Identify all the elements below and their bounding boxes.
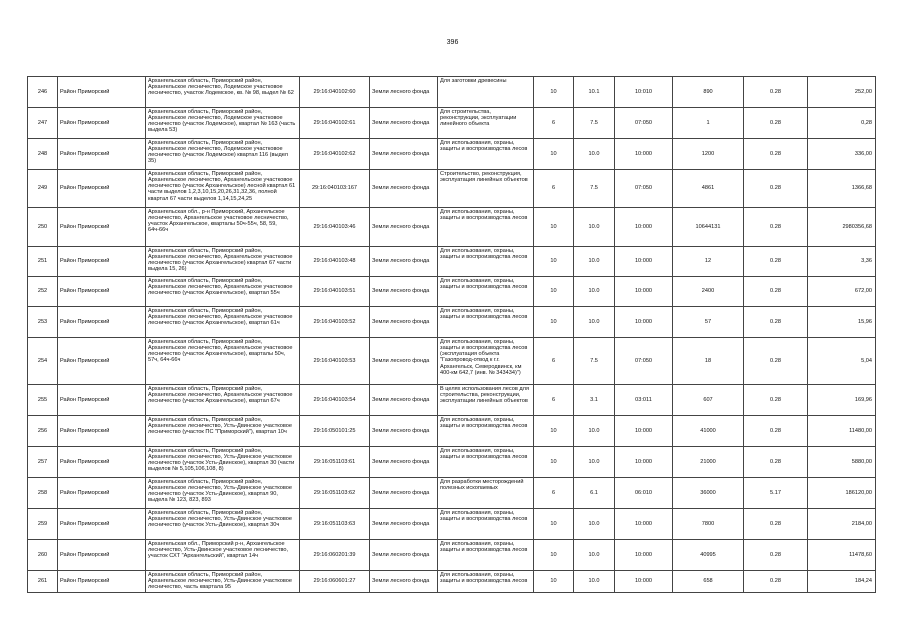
group-code-cell: 10: [534, 277, 574, 307]
subgroup-code-cell: 10.0: [574, 208, 615, 247]
use-code-cell: 10:000: [615, 416, 673, 447]
use-code-cell: 06:010: [615, 478, 673, 509]
land-category-cell: Земли лесного фонда: [370, 447, 438, 478]
subgroup-code-cell: 10.0: [574, 139, 615, 170]
page-number: 396: [446, 39, 459, 46]
land-category-cell: Земли лесного фонда: [370, 416, 438, 447]
land-category-cell: Земли лесного фонда: [370, 77, 438, 108]
area-cell: 7800: [673, 509, 744, 540]
area-cell: 41000: [673, 416, 744, 447]
table-body: [28, 77, 876, 593]
use-code-cell: 10:000: [615, 571, 673, 593]
district-cell: Район Приморский: [58, 338, 146, 385]
permitted-use-cell: Для разработки месторождений полезных ископаемых: [438, 478, 534, 509]
table-row: [28, 77, 876, 108]
address-cell: Архангельская область, Приморский район, Архангельское лесничество, Архангельское участковое лесничество (участок Архангельское), квартал 61ч: [146, 307, 300, 338]
subgroup-code-cell: 7.5: [574, 170, 615, 208]
land-category-cell: Земли лесного фонда: [370, 139, 438, 170]
row-number: 254: [28, 338, 58, 385]
address-cell: Архангельская область, Приморский район, Архангельское лесничество, Архангельское участковое лесничество (участок Архангельское), квартал 55ч: [146, 277, 300, 307]
rate-cell: 0.28: [744, 447, 808, 478]
total-cell: 3,36: [808, 247, 876, 277]
cadastral-number-cell: 29:16:040102:62: [300, 139, 370, 170]
area-cell: 40995: [673, 540, 744, 571]
rate-cell: 0.28: [744, 540, 808, 571]
total-cell: 5,04: [808, 338, 876, 385]
area-cell: 57: [673, 307, 744, 338]
permitted-use-cell: В целях использования лесов для строительства, реконструкции, эксплуатации линейных объектов: [438, 385, 534, 416]
table-row: [28, 170, 876, 208]
permitted-use-cell: Для использования, охраны, защиты и воспроизводства лесов: [438, 571, 534, 593]
group-code-cell: 6: [534, 478, 574, 509]
area-cell: 36000: [673, 478, 744, 509]
area-cell: 890: [673, 77, 744, 108]
group-code-cell: 6: [534, 170, 574, 208]
cadastral-number-cell: 29:16:051103:62: [300, 478, 370, 509]
rate-cell: 0.28: [744, 277, 808, 307]
rate-cell: 0.28: [744, 307, 808, 338]
rate-cell: 0.28: [744, 247, 808, 277]
row-number: 248: [28, 139, 58, 170]
land-category-cell: Земли лесного фонда: [370, 571, 438, 593]
use-code-cell: 10:000: [615, 307, 673, 338]
group-code-cell: 10: [534, 571, 574, 593]
cadastral-number-cell: 29:16:051103:61: [300, 447, 370, 478]
table-row: [28, 208, 876, 247]
group-code-cell: 10: [534, 416, 574, 447]
rate-cell: 0.28: [744, 208, 808, 247]
permitted-use-cell: Для использования, охраны, защиты и воспроизводства лесов: [438, 447, 534, 478]
table-row: [28, 416, 876, 447]
land-category-cell: Земли лесного фонда: [370, 277, 438, 307]
table-row: [28, 540, 876, 571]
permitted-use-cell: Для использования, охраны, защиты и воспроизводства лесов: [438, 307, 534, 338]
cadastral-number-cell: 29:16:050101:25: [300, 416, 370, 447]
cadastral-number-cell: 29:16:040103:53: [300, 338, 370, 385]
area-cell: 1: [673, 108, 744, 139]
cadastral-number-cell: 29:16:040103:46: [300, 208, 370, 247]
rate-cell: 0.28: [744, 77, 808, 108]
use-code-cell: 10:000: [615, 208, 673, 247]
row-number: 247: [28, 108, 58, 139]
group-code-cell: 6: [534, 385, 574, 416]
table-row: [28, 571, 876, 593]
total-cell: 2980356,68: [808, 208, 876, 247]
land-category-cell: Земли лесного фонда: [370, 478, 438, 509]
district-cell: Район Приморский: [58, 247, 146, 277]
row-number: 246: [28, 77, 58, 108]
permitted-use-cell: Для использования, охраны, защиты и воспроизводства лесов: [438, 416, 534, 447]
land-category-cell: Земли лесного фонда: [370, 307, 438, 338]
total-cell: 15,96: [808, 307, 876, 338]
use-code-cell: 10:000: [615, 247, 673, 277]
cadastral-number-cell: 29:16:060201:39: [300, 540, 370, 571]
area-cell: 607: [673, 385, 744, 416]
total-cell: 1366,68: [808, 170, 876, 208]
area-cell: 10644131: [673, 208, 744, 247]
district-cell: Район Приморский: [58, 385, 146, 416]
permitted-use-cell: Для использования, охраны, защиты и воспроизводства лесов: [438, 208, 534, 247]
cadastral-number-cell: 29:16:040102:61: [300, 108, 370, 139]
group-code-cell: 10: [534, 447, 574, 478]
permitted-use-cell: Для заготовки древесины: [438, 77, 534, 108]
use-code-cell: 07:050: [615, 108, 673, 139]
subgroup-code-cell: 10.0: [574, 277, 615, 307]
total-cell: 672,00: [808, 277, 876, 307]
total-cell: 252,00: [808, 77, 876, 108]
land-category-cell: Земли лесного фонда: [370, 208, 438, 247]
row-number: 256: [28, 416, 58, 447]
rate-cell: 0.28: [744, 170, 808, 208]
address-cell: Архангельская обл., Приморский р-н, Архангельское лесничество, Усть-Двинское участковое лесничество, участок СХТ "Архангельский", квартал 14ч: [146, 540, 300, 571]
address-cell: Архангельская область, Приморский район, Архангельское лесничество, Лодемское участковое лесничество, участок Лодемское, кв. № 98, выдел № 62: [146, 77, 300, 108]
land-plots-table: [27, 76, 876, 593]
district-cell: Район Приморский: [58, 170, 146, 208]
district-cell: Район Приморский: [58, 77, 146, 108]
subgroup-code-cell: 10.0: [574, 571, 615, 593]
rate-cell: 0.28: [744, 416, 808, 447]
table-row: [28, 338, 876, 385]
table-row: [28, 307, 876, 338]
land-category-cell: Земли лесного фонда: [370, 338, 438, 385]
cadastral-number-cell: 29:16:060601:27: [300, 571, 370, 593]
use-code-cell: 10:000: [615, 139, 673, 170]
permitted-use-cell: Для использования, охраны, защиты и воспроизводства лесов (эксплуатация объекта "Газопровод-отвод к г.г. Архангельск, Северодвинск, км 400-км 642,7 (инв. № 343434)"): [438, 338, 534, 385]
district-cell: Район Приморский: [58, 208, 146, 247]
use-code-cell: 07:050: [615, 170, 673, 208]
table-row: [28, 108, 876, 139]
land-category-cell: Земли лесного фонда: [370, 385, 438, 416]
rate-cell: 5.17: [744, 478, 808, 509]
land-category-cell: Земли лесного фонда: [370, 108, 438, 139]
rate-cell: 0.28: [744, 571, 808, 593]
address-cell: Архангельская область, Приморский район, Архангельское лесничество, Усть-Двинское участковое лесничество (участок Усть-Двинское), квартал 30ч: [146, 509, 300, 540]
address-cell: Архангельская область, Приморский район, Архангельское лесничество, Архангельское участковое лесничество (участок Архангельское), квартал 67ч: [146, 385, 300, 416]
area-cell: 12: [673, 247, 744, 277]
use-code-cell: 03:011: [615, 385, 673, 416]
row-number: 253: [28, 307, 58, 338]
district-cell: Район Приморский: [58, 478, 146, 509]
total-cell: 11478,60: [808, 540, 876, 571]
table-row: [28, 385, 876, 416]
total-cell: 336,00: [808, 139, 876, 170]
total-cell: 169,96: [808, 385, 876, 416]
district-cell: Район Приморский: [58, 540, 146, 571]
subgroup-code-cell: 10.0: [574, 307, 615, 338]
area-cell: 2400: [673, 277, 744, 307]
group-code-cell: 6: [534, 108, 574, 139]
row-number: 250: [28, 208, 58, 247]
address-cell: Архангельская область, Приморский район, Архангельское лесничество, Усть-Двинское участковое лесничество (участок ПС "Приморский"), квартал 10ч: [146, 416, 300, 447]
land-category-cell: Земли лесного фонда: [370, 509, 438, 540]
address-cell: Архангельская область, Приморский район, Архангельское лесничество, Лодемское участковое лесничество (участок Лодемское), квартал № 163 (часть выдела 53): [146, 108, 300, 139]
group-code-cell: 10: [534, 540, 574, 571]
permitted-use-cell: Для использования, охраны, защиты и воспроизводства лесов: [438, 247, 534, 277]
district-cell: Район Приморский: [58, 509, 146, 540]
address-cell: Архангельская область, Приморский район, Архангельское лесничество, Усть-Двинское участковое лесничество (участок Усть-Двинское), квартал 30 (части выделов № 5,105,106,108, 8): [146, 447, 300, 478]
total-cell: 2184,00: [808, 509, 876, 540]
total-cell: 186120,00: [808, 478, 876, 509]
subgroup-code-cell: 7.5: [574, 338, 615, 385]
group-code-cell: 10: [534, 509, 574, 540]
district-cell: Район Приморский: [58, 571, 146, 593]
cadastral-number-cell: 29:16:040102:60: [300, 77, 370, 108]
row-number: 251: [28, 247, 58, 277]
cadastral-number-cell: 29:16:040103:48: [300, 247, 370, 277]
group-code-cell: 10: [534, 307, 574, 338]
area-cell: 21000: [673, 447, 744, 478]
subgroup-code-cell: 7.5: [574, 108, 615, 139]
table-row: [28, 478, 876, 509]
use-code-cell: 10:000: [615, 447, 673, 478]
total-cell: 11480,00: [808, 416, 876, 447]
row-number: 259: [28, 509, 58, 540]
table-row: [28, 277, 876, 307]
subgroup-code-cell: 10.0: [574, 247, 615, 277]
address-cell: Архангельская область, Приморский район, Архангельское лесничество, Архангельское участковое лесничество (участок Архангельское), кварталы 50ч, 57ч, 64ч-66ч: [146, 338, 300, 385]
area-cell: 18: [673, 338, 744, 385]
area-cell: 1200: [673, 139, 744, 170]
district-cell: Район Приморский: [58, 108, 146, 139]
total-cell: 5880,00: [808, 447, 876, 478]
rate-cell: 0.28: [744, 108, 808, 139]
row-number: 258: [28, 478, 58, 509]
land-category-cell: Земли лесного фонда: [370, 540, 438, 571]
group-code-cell: 10: [534, 247, 574, 277]
group-code-cell: 10: [534, 77, 574, 108]
area-cell: 658: [673, 571, 744, 593]
address-cell: Архангельская область, Приморский район, Архангельское лесничество, Лодемское участковое лесничество (участок Лодемское) квартал 116 (выдел 35): [146, 139, 300, 170]
district-cell: Район Приморский: [58, 277, 146, 307]
land-category-cell: Земли лесного фонда: [370, 170, 438, 208]
district-cell: Район Приморский: [58, 447, 146, 478]
permitted-use-cell: Для использования, охраны, защиты и воспроизводства лесов: [438, 277, 534, 307]
row-number: 255: [28, 385, 58, 416]
address-cell: Архангельская обл., р-н Приморский, Архангельское лесничество, Архангельское участковое лесничество, участок Архангельское, кварталы 50ч-55ч, 58, 59, 64ч-66ч: [146, 208, 300, 247]
rate-cell: 0.28: [744, 509, 808, 540]
address-cell: Архангельская область, Приморский район, Архангельское лесничество, Усть-Двинское участковое лесничество, часть квартала 95: [146, 571, 300, 593]
row-number: 249: [28, 170, 58, 208]
cadastral-number-cell: 29:16:051103:63: [300, 509, 370, 540]
permitted-use-cell: Для использования, охраны, защиты и воспроизводства лесов: [438, 509, 534, 540]
rate-cell: 0.28: [744, 385, 808, 416]
row-number: 260: [28, 540, 58, 571]
district-cell: Район Приморский: [58, 416, 146, 447]
use-code-cell: 10:000: [615, 277, 673, 307]
district-cell: Район Приморский: [58, 139, 146, 170]
table-row: [28, 247, 876, 277]
rate-cell: 0.28: [744, 338, 808, 385]
cadastral-number-cell: 29:16:040103:54: [300, 385, 370, 416]
permitted-use-cell: Для строительства, реконструкции, эксплуатации линейного объекта: [438, 108, 534, 139]
rate-cell: 0.28: [744, 139, 808, 170]
address-cell: Архангельская область, Приморский район, Архангельское лесничество, Архангельское участковое лесничество (участок Архангельское) квартал 67 части выдела 15, 26): [146, 247, 300, 277]
use-code-cell: 10:000: [615, 540, 673, 571]
address-cell: Архангельская область, Приморский район, Архангельское лесничество, Усть-Двинское участковое лесничество (участок Усть-Двинское), квартал 90, выдела № 123, 823, 893: [146, 478, 300, 509]
subgroup-code-cell: 6.1: [574, 478, 615, 509]
table-row: [28, 509, 876, 540]
district-cell: Район Приморский: [58, 307, 146, 338]
subgroup-code-cell: 10.0: [574, 447, 615, 478]
area-cell: 4861: [673, 170, 744, 208]
use-code-cell: 07:050: [615, 338, 673, 385]
table-row: [28, 447, 876, 478]
row-number: 257: [28, 447, 58, 478]
subgroup-code-cell: 10.0: [574, 509, 615, 540]
permitted-use-cell: Строительство, реконструкция, эксплуатация линейных объектов: [438, 170, 534, 208]
group-code-cell: 6: [534, 338, 574, 385]
cadastral-number-cell: 29:16:040103:167: [300, 170, 370, 208]
permitted-use-cell: Для использования, охраны, защиты и воспроизводства лесов: [438, 540, 534, 571]
subgroup-code-cell: 10.0: [574, 416, 615, 447]
cadastral-number-cell: 29:16:040103:51: [300, 277, 370, 307]
table-row: [28, 139, 876, 170]
group-code-cell: 10: [534, 208, 574, 247]
use-code-cell: 10:010: [615, 77, 673, 108]
row-number: 252: [28, 277, 58, 307]
total-cell: 0,28: [808, 108, 876, 139]
permitted-use-cell: Для использования, охраны, защиты и воспроизводства лесов: [438, 139, 534, 170]
row-number: 261: [28, 571, 58, 593]
land-category-cell: Земли лесного фонда: [370, 247, 438, 277]
total-cell: 184,24: [808, 571, 876, 593]
cadastral-number-cell: 29:16:040103:52: [300, 307, 370, 338]
group-code-cell: 10: [534, 139, 574, 170]
address-cell: Архангельская область, Приморский район, Архангельское лесничество, Архангельское участковое лесничество (участок Архангельское) лесной квартал 61 части выделов 1,2,3,10,15,20,26,31,32,36, полной квартал 67 части выделов 1,14,15,24,25: [146, 170, 300, 208]
subgroup-code-cell: 10.0: [574, 540, 615, 571]
subgroup-code-cell: 10.1: [574, 77, 615, 108]
subgroup-code-cell: 3.1: [574, 385, 615, 416]
use-code-cell: 10:000: [615, 509, 673, 540]
